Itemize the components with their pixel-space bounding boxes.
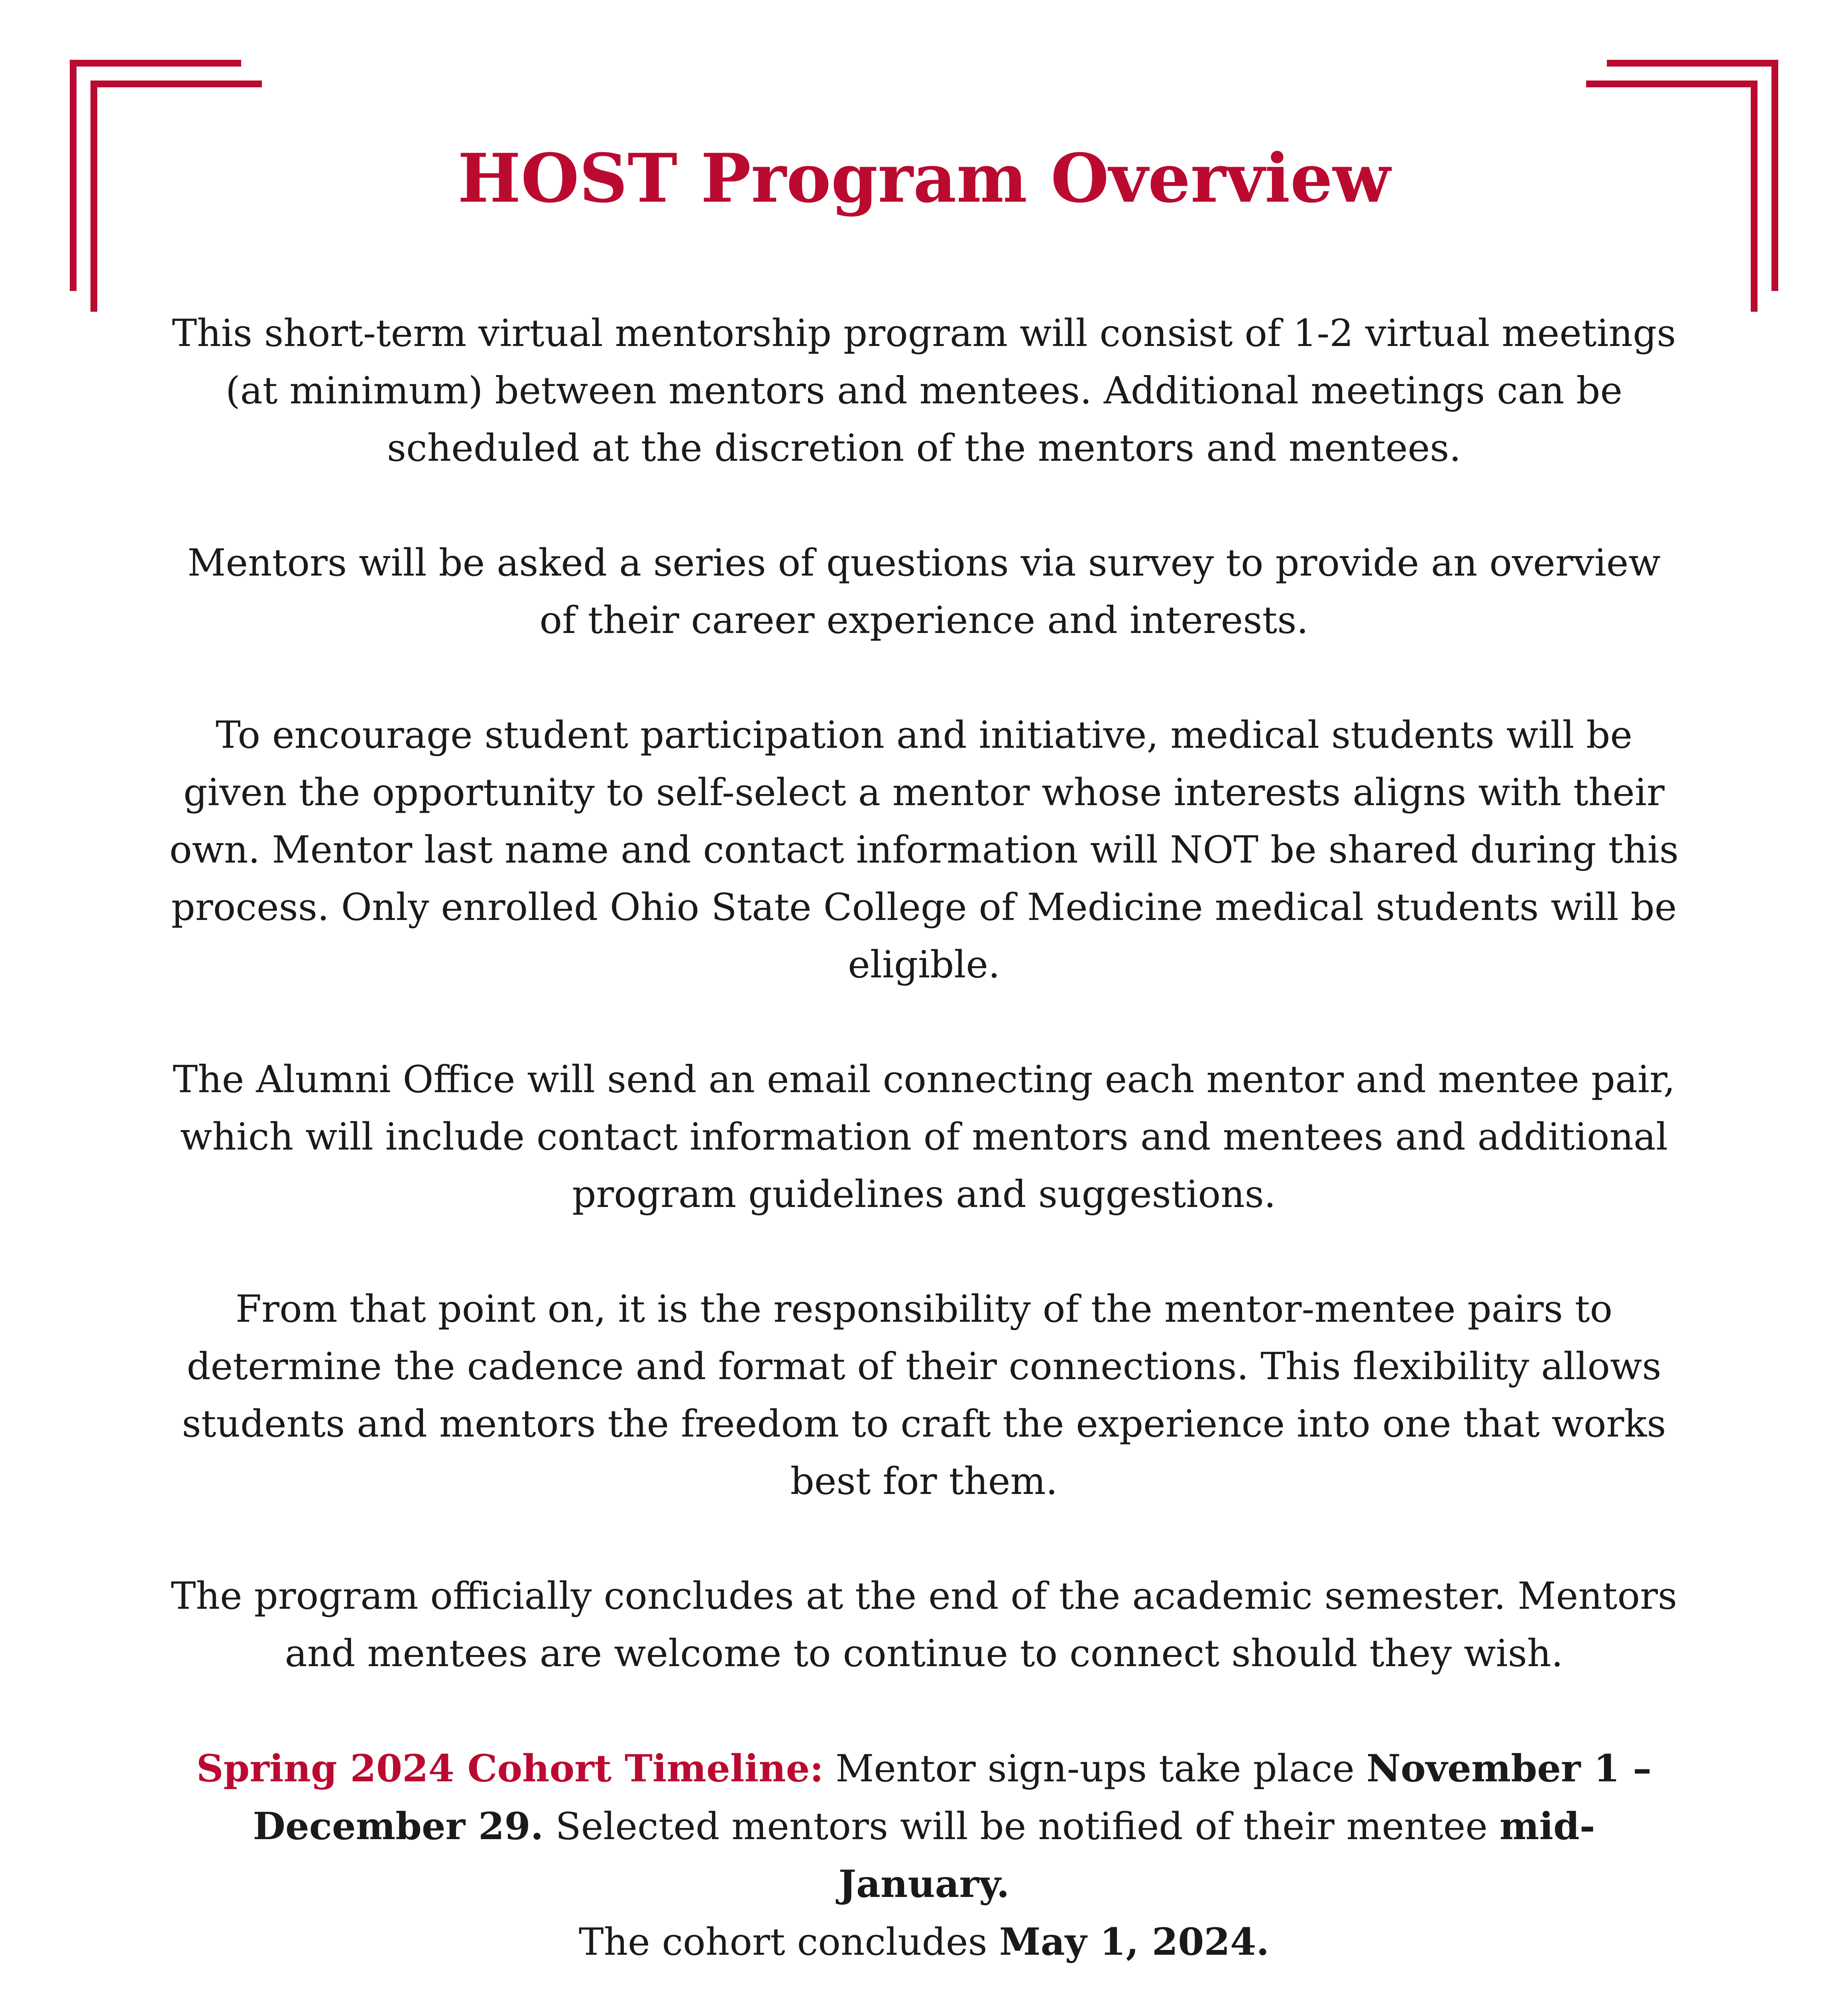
paragraph-meetings: This short-term virtual mentorship program will consist of 1-2 virtual meetings (at minimum) between mentors and mentees. Additional meetings can be scheduled at the discretion of the mentors and mentees. xyxy=(172,312,1676,470)
cohort-timeline xyxy=(167,1740,1681,1971)
paragraph-self-select: To encourage student participation and initiative, medical students will be given the opportunity to self-select a mentor whose interests aligns with their own. Mentor last name and contact information will NOT be shared during this process. Only enrolled Ohio State College of Medicine medical students will be eligible. xyxy=(169,713,1679,987)
timeline-text-2: Selected mentors will be notified of their mentee xyxy=(543,1805,1500,1848)
signup-dates: November 1 – December 29. xyxy=(253,1747,1652,1848)
timeline-text-3: The cohort concludes xyxy=(578,1920,999,1964)
page-title: HOST Program Overview xyxy=(457,139,1391,218)
paragraph-alumni-email: The Alumni Office will send an email connecting each mentor and mentee pair, which will include contact information of mentors and mentees and additional program guidelines and suggestions. xyxy=(173,1058,1675,1216)
timeline-label: Spring 2024 Cohort Timeline: xyxy=(196,1747,824,1791)
paragraph-conclusion: The program officially concludes at the end of the academic semester. Mentors and mentees are welcome to continue to connect should they wish. xyxy=(171,1574,1677,1675)
end-date: May 1, 2024. xyxy=(999,1920,1270,1964)
notify-date: mid-January. xyxy=(838,1804,1595,1906)
paragraph-survey: Mentors will be asked a series of questions via survey to provide an overview of their career experience and interests. xyxy=(187,541,1661,642)
overview-content xyxy=(167,305,1681,1993)
timeline-text-1: Mentor sign-ups take place xyxy=(824,1747,1366,1791)
paragraph-responsibility: From that point on, it is the responsibility of the mentor-mentee pairs to determine the cadence and format of their connections. This flexibility allows students and mentors the freedom to craft the experience into one that works best for them. xyxy=(182,1287,1666,1503)
